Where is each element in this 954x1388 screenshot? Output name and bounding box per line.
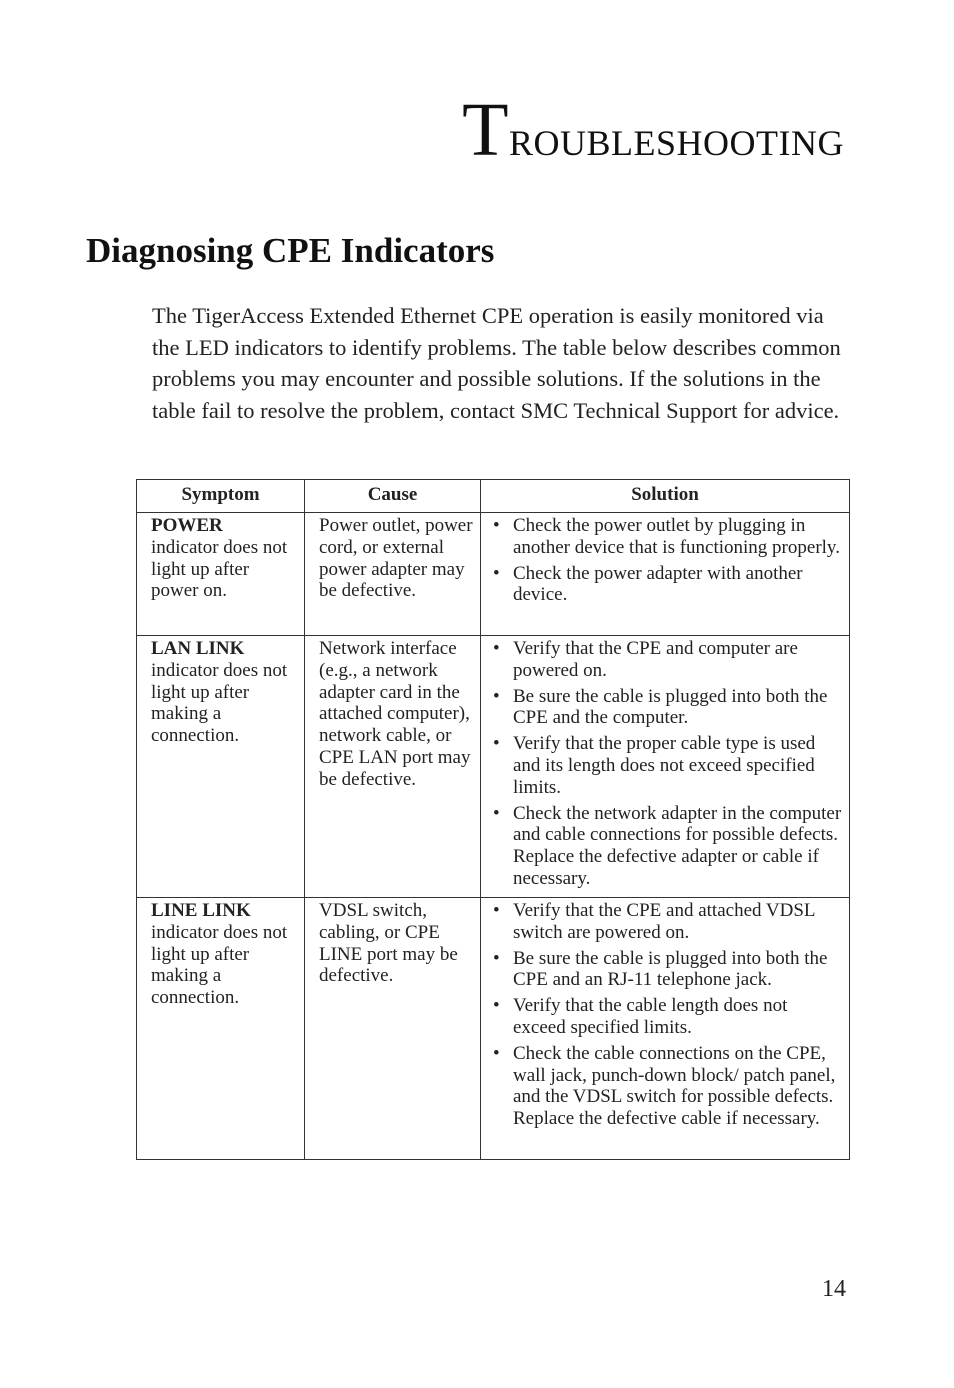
solution-list (491, 900, 843, 1130)
symptom-description: indicator does not light up after making a connection. (151, 921, 288, 1009)
solution-item (491, 900, 843, 944)
section-heading: Diagnosing CPE Indicators (86, 231, 495, 270)
bullet-icon: • (493, 900, 500, 921)
bullet-icon: • (493, 515, 500, 536)
solution-text: Verify that the CPE and attached VDSL switch are powered on. (513, 900, 815, 943)
solution-text: Check the network adapter in the computer and cable connections for possible defects. Replace the defective adapter or cable if necessary. (513, 802, 842, 889)
table-row (137, 513, 850, 636)
solution-item (491, 733, 843, 798)
solution-text: Verify that the cable length does not exceed specified limits. (513, 995, 788, 1038)
page-number: 14 (822, 1276, 846, 1302)
cause-cell: VDSL switch, cabling, or CPE LINE port may be defective. (305, 898, 481, 1160)
cause-cell: Network interface (e.g., a network adapter card in the attached computer), network cable, or CPE LAN port may be defective. (305, 636, 481, 898)
header-cause: Cause (305, 480, 481, 513)
solution-text: Verify that the CPE and computer are powered on. (513, 638, 798, 681)
solution-item (491, 638, 843, 682)
solution-text: Verify that the proper cable type is used and its length does not exceed specified limits. (513, 733, 816, 798)
symptom-key: POWER (151, 515, 223, 536)
solution-text: Check the power outlet by plugging in another device that is functioning properly. (513, 515, 840, 558)
solution-item (491, 995, 843, 1039)
bullet-icon: • (493, 1042, 500, 1064)
solution-text: Be sure the cable is plugged into both the CPE and the computer. (513, 685, 828, 729)
solution-item (491, 948, 843, 992)
solution-cell (481, 513, 850, 636)
symptom-cell (137, 636, 305, 898)
bullet-icon: • (493, 685, 500, 707)
symptom-description: indicator does not light up after making a connection. (151, 659, 288, 747)
bullet-icon: • (493, 995, 500, 1017)
solution-item (491, 515, 843, 559)
symptom-key: LINE LINK (151, 900, 251, 921)
solution-item (491, 803, 843, 890)
cause-cell: Power outlet, power cord, or external power adapter may be defective. (305, 513, 481, 636)
bullet-icon: • (493, 562, 500, 584)
bullet-icon: • (493, 947, 500, 969)
header-solution: Solution (481, 480, 850, 513)
bullet-icon: • (493, 733, 500, 755)
solution-cell (481, 636, 850, 898)
bullet-icon: • (493, 802, 500, 824)
solution-item (491, 563, 843, 607)
symptom-description: indicator does not light up after power on. (151, 536, 288, 602)
table-row (137, 898, 850, 1160)
header-symptom: Symptom (137, 480, 305, 513)
intro-paragraph: The TigerAccess Extended Ethernet CPE operation is easily monitored via the LED indicators to identify problems. The table below describes common problems you may encounter and possible solutions. If the solutions in the table fail to resolve the problem, contact SMC Technical Support for advice. (152, 303, 841, 423)
solution-item (491, 1043, 843, 1130)
solution-list (491, 638, 843, 890)
troubleshooting-table (136, 479, 850, 1160)
symptom-cell (137, 513, 305, 636)
table-header-row (137, 480, 850, 513)
solution-cell (481, 898, 850, 1160)
solution-text: Check the power adapter with another device. (513, 562, 803, 606)
solution-text: Check the cable connections on the CPE, wall jack, punch-down block/ patch panel, and the VDSL switch for possible defects. Replace the defective cable if necessary. (513, 1042, 836, 1130)
solution-list (491, 515, 843, 606)
symptom-key: LAN LINK (151, 638, 245, 659)
chapter-title (462, 88, 844, 172)
chapter-title-initial: T (462, 88, 509, 172)
solution-text: Be sure the cable is plugged into both the CPE and an RJ-11 telephone jack. (513, 947, 828, 991)
symptom-cell (137, 898, 305, 1160)
solution-item (491, 686, 843, 730)
bullet-icon: • (493, 638, 500, 659)
table-row (137, 636, 850, 898)
chapter-title-rest: roubleshooting (509, 110, 844, 167)
